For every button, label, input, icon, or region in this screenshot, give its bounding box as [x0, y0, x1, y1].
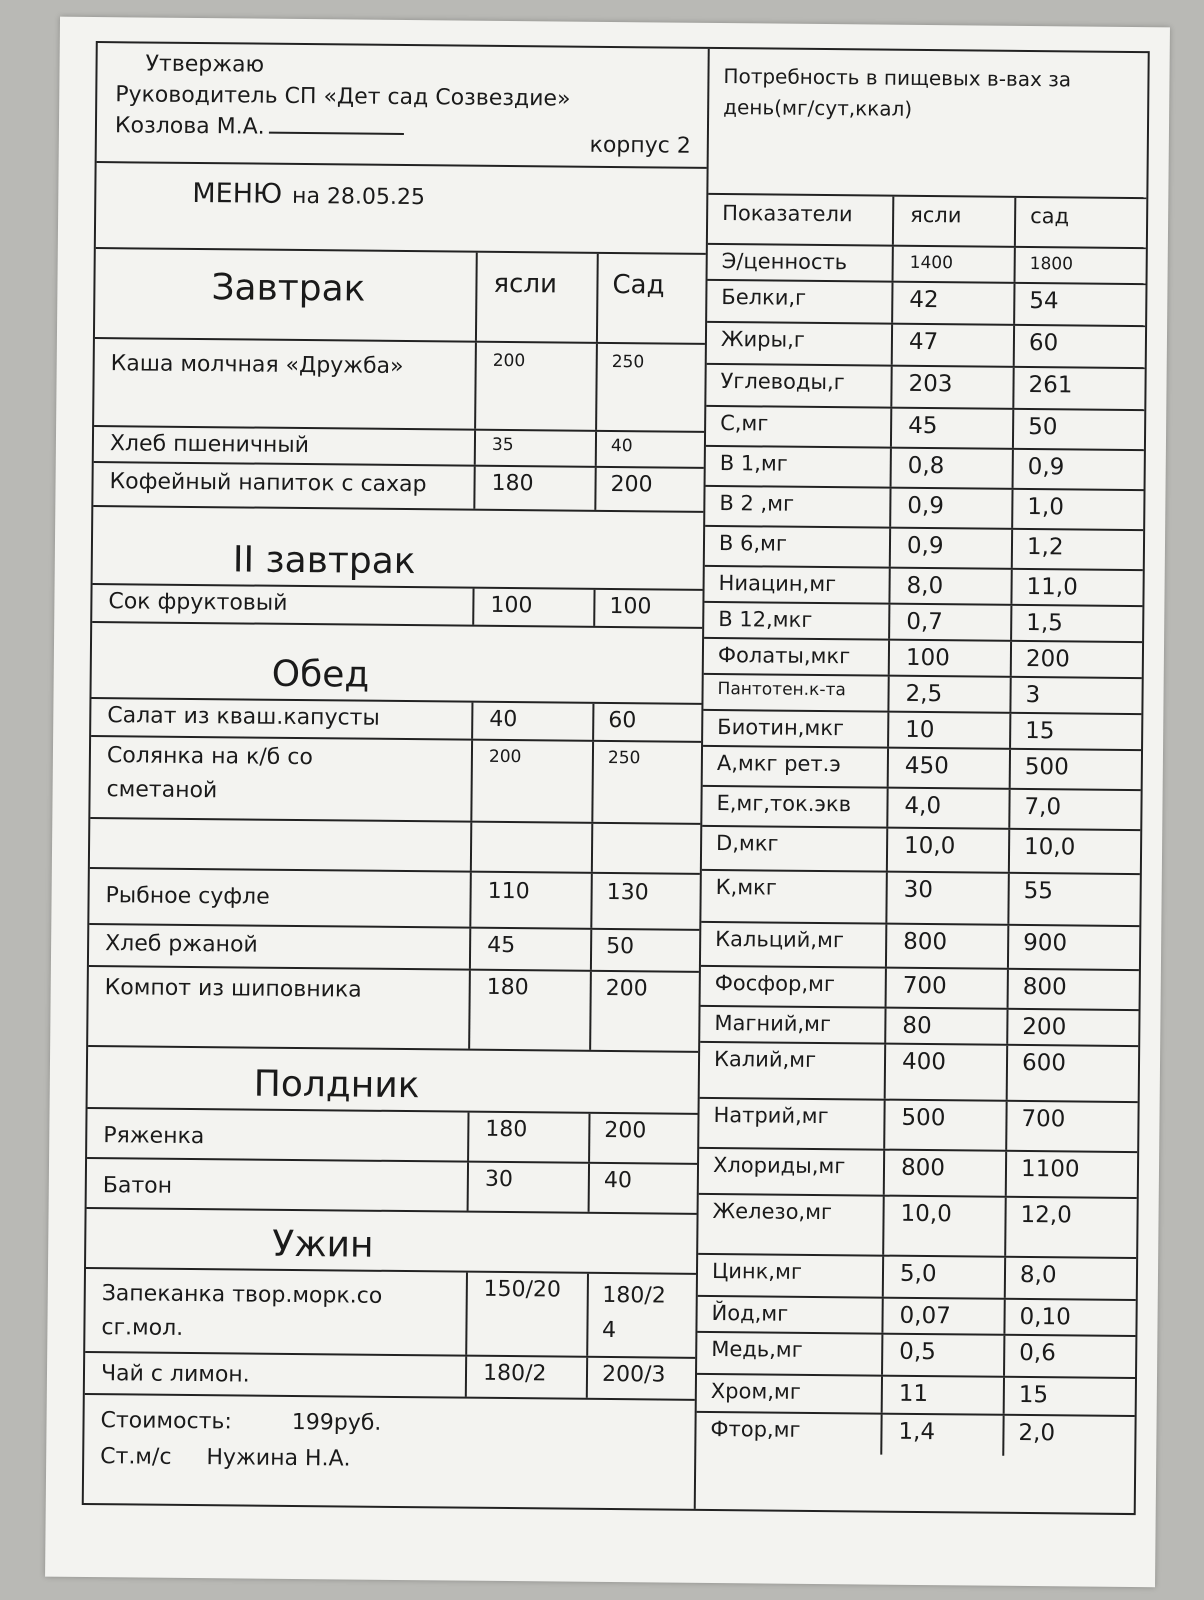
menu-date: на 28.05.25 [292, 183, 426, 211]
dish-name: Батон [87, 1159, 469, 1211]
nutrient-nursery: 10 [889, 713, 1011, 748]
menu-table-frame [82, 41, 1150, 1515]
nutrient-garden: 11,0 [1026, 573, 1078, 601]
dish-garden: 130 [606, 879, 649, 906]
needs-title: Потребность в пищевых в-вах за день(мг/сут,ккал) [708, 49, 1147, 199]
dish-nursery: 150/20 [467, 1273, 589, 1356]
nutrient-rows [696, 245, 1146, 1457]
building-label: корпус 2 [589, 132, 691, 159]
nutrients-column [696, 49, 1148, 1513]
nutrient-garden: 200 [1022, 1013, 1067, 1041]
nutrient-nursery: 42 [893, 283, 1015, 324]
nutrient-garden: 8,0 [1019, 1261, 1057, 1289]
dish-nursery: 200 [476, 343, 598, 430]
table-row [87, 1109, 697, 1165]
dish-name: Хлеб ржаной [89, 925, 471, 969]
nutrient-name: К,мкг [701, 871, 887, 923]
nutrients-header [708, 195, 1146, 249]
signature-line [269, 132, 404, 135]
nutrient-name: Ниацин,мг [704, 567, 890, 603]
nutrient-row [707, 281, 1145, 327]
col-indicator: Показатели [708, 195, 894, 245]
dish-garden: 200 [604, 1117, 647, 1144]
nutrient-garden: 10,0 [1023, 833, 1076, 861]
nutrient-row [706, 407, 1144, 451]
table-row [94, 339, 705, 433]
dish-name: Компот из шиповника [88, 967, 471, 1049]
nutrient-name: Калий,мг [700, 1043, 887, 1099]
nutrient-name: В 12,мкг [704, 603, 890, 639]
dish-garden: 250 [607, 747, 641, 769]
table-row [87, 1159, 697, 1215]
nutrient-row [700, 1007, 1138, 1047]
director-name: Козлова М.А. [114, 113, 265, 140]
nutrient-row [707, 323, 1145, 369]
nutrient-row [699, 1099, 1137, 1153]
director-label: Руководитель СП «Дет сад Созвездие» [115, 82, 571, 112]
dish-name: Салат из кваш.капусты [91, 699, 473, 739]
table-row [85, 1353, 695, 1401]
dish-name: Чай с лимон. [85, 1353, 467, 1397]
nutrient-nursery: 0,7 [890, 605, 1012, 640]
table-row [94, 427, 704, 469]
approval-block [97, 43, 708, 169]
nutrient-row [701, 967, 1139, 1011]
col-garden: Сад [612, 269, 665, 301]
nutrient-name: Фтор,мг [696, 1413, 882, 1455]
nutrient-garden: 0,6 [1019, 1339, 1056, 1367]
nutrient-nursery: 5,0 [884, 1257, 1006, 1298]
nutrient-garden: 7,0 [1024, 793, 1062, 821]
nutrient-garden: 0,10 [1019, 1303, 1071, 1331]
nutrient-row [706, 365, 1144, 411]
nutrient-name: Биотин,мкг [703, 711, 889, 747]
nutrient-name: А,мкг рет.э [703, 747, 889, 787]
nutrient-row [700, 1043, 1139, 1103]
snack-header [88, 1047, 699, 1115]
lunch-title: Обед [271, 653, 370, 696]
nutrient-nursery: 45 [892, 409, 1014, 448]
nutrient-row [696, 1413, 1134, 1457]
dish-nursery: 35 [476, 431, 597, 466]
lunch-header [91, 623, 702, 705]
nutrient-nursery: 47 [893, 325, 1015, 366]
nutrient-garden: 55 [1023, 877, 1054, 905]
nutrient-row [702, 827, 1140, 875]
nutrient-name: Пантотен.к-та [703, 675, 889, 711]
dish-nursery: 180 [469, 1113, 590, 1162]
nutrient-row [703, 675, 1141, 715]
nutrient-row [697, 1375, 1135, 1417]
nutrient-row [704, 567, 1142, 607]
nutrient-nursery: 800 [885, 1151, 1007, 1196]
nutrient-name: Белки,г [707, 281, 893, 323]
dinner-title: Ужин [272, 1223, 374, 1266]
nutrient-name: В 1,мг [706, 447, 892, 487]
breakfast-header [95, 249, 706, 345]
dish-nursery: 45 [471, 929, 592, 970]
nutrient-row [703, 711, 1141, 751]
dish-name: Рыбное суфле [89, 869, 472, 927]
menu-sheet [45, 17, 1170, 1588]
nurse-name: Нужина Н.А. [206, 1445, 351, 1472]
nutrient-garden: 800 [1022, 973, 1067, 1001]
nutrient-nursery: 4,0 [888, 789, 1010, 828]
nutrient-row [704, 603, 1142, 643]
dish-nursery: 30 [469, 1163, 590, 1212]
nutrient-row [701, 871, 1139, 927]
nutrient-name: Магний,мг [700, 1007, 886, 1043]
dish-garden: 250 [611, 351, 645, 373]
nutrient-name: Хром,мг [697, 1375, 883, 1413]
dish-nursery: 200 [472, 741, 594, 822]
nutrient-garden: 60 [1028, 329, 1059, 357]
nutrient-nursery: 450 [889, 749, 1011, 788]
table-row [85, 1269, 696, 1359]
cost-label: Стоимость: [100, 1408, 232, 1435]
cost-line [100, 1403, 694, 1445]
nutrient-row [701, 923, 1139, 971]
dish-garden: 50 [606, 933, 635, 960]
nutrient-row [705, 487, 1143, 531]
table-row [90, 737, 701, 825]
nutrient-garden: 15 [1025, 717, 1055, 745]
nutrient-name: Жиры,г [707, 323, 893, 365]
dish-garden [593, 824, 700, 873]
nutrient-garden: 12,0 [1020, 1201, 1072, 1229]
col-garden: сад [1030, 203, 1070, 229]
nutrient-nursery: 11 [883, 1377, 1005, 1414]
nutrient-garden: 50 [1028, 413, 1058, 441]
nutrient-garden: 900 [1023, 929, 1068, 957]
nutrient-garden: 261 [1028, 371, 1073, 399]
nutrient-garden: 1,2 [1026, 533, 1064, 561]
nutrient-garden: 15 [1018, 1381, 1049, 1409]
nutrient-garden: 500 [1024, 753, 1069, 781]
col-nursery: ясли [894, 197, 1016, 246]
table-row [91, 699, 701, 743]
nutrient-garden: 600 [1021, 1049, 1067, 1077]
nutrient-nursery: 0,5 [883, 1335, 1005, 1376]
table-row [93, 463, 703, 513]
table-row [89, 869, 700, 931]
table-row [90, 819, 700, 875]
table-row [89, 925, 699, 973]
nutrient-nursery: 1,4 [882, 1415, 1004, 1456]
nutrient-nursery: 30 [887, 873, 1009, 924]
nutrient-name: Э/ценность [708, 245, 894, 281]
nutrient-nursery: 700 [887, 969, 1009, 1008]
dish-garden: 40 [603, 1167, 632, 1194]
nutrient-name: Медь,мг [697, 1333, 883, 1375]
dish-name: Ряженка [87, 1109, 469, 1161]
dish-nursery: 180 [470, 971, 592, 1050]
nutrient-row [704, 639, 1142, 679]
nutrient-name: Йод,мг [697, 1297, 883, 1333]
dish-name: Запеканка твор.морк.со сг.мол. [85, 1269, 467, 1355]
nutrient-nursery: 1400 [894, 247, 1016, 282]
nutrient-nursery: 10,0 [888, 829, 1010, 872]
nutrient-nursery: 800 [887, 925, 1009, 968]
nutrient-garden: 200 [1025, 645, 1070, 673]
nutrient-name: Цинк,мг [698, 1255, 884, 1297]
menu-title: МЕНЮ [192, 177, 283, 210]
nutrient-row [698, 1195, 1137, 1259]
nutrient-nursery: 80 [886, 1009, 1008, 1044]
dish-name: Солянка на к/б со сметаной [90, 737, 473, 821]
nutrient-row [697, 1333, 1135, 1379]
nutrient-nursery: 0,9 [891, 529, 1013, 568]
nutrient-name: Фосфор,мг [701, 967, 887, 1007]
col-nursery: ясли [477, 253, 599, 342]
nutrient-name: Натрий,мг [699, 1099, 885, 1149]
nutrient-row [705, 527, 1143, 571]
nutrient-name: Е,мг,ток.экв [702, 787, 888, 827]
nutrient-nursery: 0,8 [892, 449, 1014, 488]
nurse-line [100, 1439, 694, 1481]
nutrient-nursery: 0,9 [891, 489, 1013, 528]
dish-name: Хлеб пшеничный [94, 427, 476, 465]
dish-nursery: 40 [473, 703, 594, 740]
menu-column [84, 43, 710, 1509]
nutrient-nursery: 10,0 [884, 1197, 1007, 1256]
breakfast2-header [93, 507, 704, 591]
table-row [92, 585, 702, 629]
nutrient-name: Кальций,мг [701, 923, 887, 967]
cost-value: 199руб. [291, 1409, 382, 1436]
nutrient-garden: 1,0 [1027, 493, 1065, 521]
nutrient-row [708, 245, 1146, 285]
breakfast2-title: II завтрак [232, 539, 416, 583]
dinner-header [86, 1209, 697, 1275]
dish-nursery: 110 [471, 873, 593, 928]
nutrient-garden: 0,9 [1027, 453, 1065, 481]
nutrient-nursery: 400 [886, 1045, 1009, 1100]
nutrient-name: Углеводы,г [706, 365, 892, 407]
nutrient-garden: 3 [1025, 681, 1041, 709]
nutrient-garden: 2,0 [1018, 1419, 1056, 1447]
nutrient-name: В 6,мг [705, 527, 891, 567]
dish-name: Сок фруктовый [92, 585, 474, 625]
nutrient-name: D,мкг [702, 827, 888, 871]
nutrient-name: С,мг [706, 407, 892, 447]
breakfast-title: Завтрак [211, 267, 366, 310]
dish-nursery [472, 823, 593, 872]
nutrient-nursery: 2,5 [889, 677, 1011, 712]
nutrient-row [703, 747, 1141, 791]
nutrient-row [698, 1255, 1136, 1301]
dish-garden: 40 [610, 435, 633, 457]
nutrient-row [697, 1297, 1135, 1337]
nutrient-nursery: 8,0 [890, 569, 1012, 604]
table-row [88, 967, 699, 1053]
nutrient-row [699, 1149, 1137, 1199]
snack-title: Полдник [253, 1063, 420, 1107]
nutrient-garden: 1100 [1020, 1155, 1080, 1183]
nutrient-garden: 700 [1021, 1105, 1066, 1133]
nutrient-name: Хлориды,мг [699, 1149, 885, 1195]
nutrient-nursery: 100 [890, 641, 1012, 676]
dish-garden: 60 [608, 707, 637, 734]
menu-date-block [96, 163, 707, 255]
nutrient-nursery: 203 [892, 367, 1014, 408]
dish-nursery: 180/2 [467, 1357, 588, 1398]
nutrient-garden: 1,5 [1026, 609, 1063, 637]
dish-garden: 200 [610, 471, 653, 498]
nutrient-garden: 54 [1029, 287, 1059, 315]
dish-garden: 180/2 4 [601, 1282, 666, 1344]
dish-garden: 200/3 [601, 1361, 666, 1388]
dish-garden: 100 [609, 593, 652, 620]
footer-block [84, 1395, 695, 1509]
nutrient-row [706, 447, 1144, 491]
nutrient-name: Фолаты,мкг [704, 639, 890, 675]
dish-name: Каша молчная «Дружба» [94, 339, 477, 429]
dish-name [90, 819, 472, 871]
nutrient-row [702, 787, 1140, 831]
dish-name: Кофейный напиток с сахар [93, 463, 475, 509]
dish-garden: 200 [605, 975, 648, 1002]
approve-label: Утвержаю [145, 51, 265, 78]
nutrient-name: Железо,мг [698, 1195, 885, 1255]
nutrient-nursery: 0,07 [883, 1299, 1005, 1334]
nutrient-name: В 2 ,мг [705, 487, 891, 527]
nutrient-garden: 1800 [1029, 253, 1074, 275]
nurse-label: Ст.м/с [100, 1444, 172, 1471]
dish-nursery: 180 [475, 467, 596, 510]
nutrient-nursery: 500 [885, 1101, 1007, 1150]
dish-nursery: 100 [474, 589, 595, 626]
